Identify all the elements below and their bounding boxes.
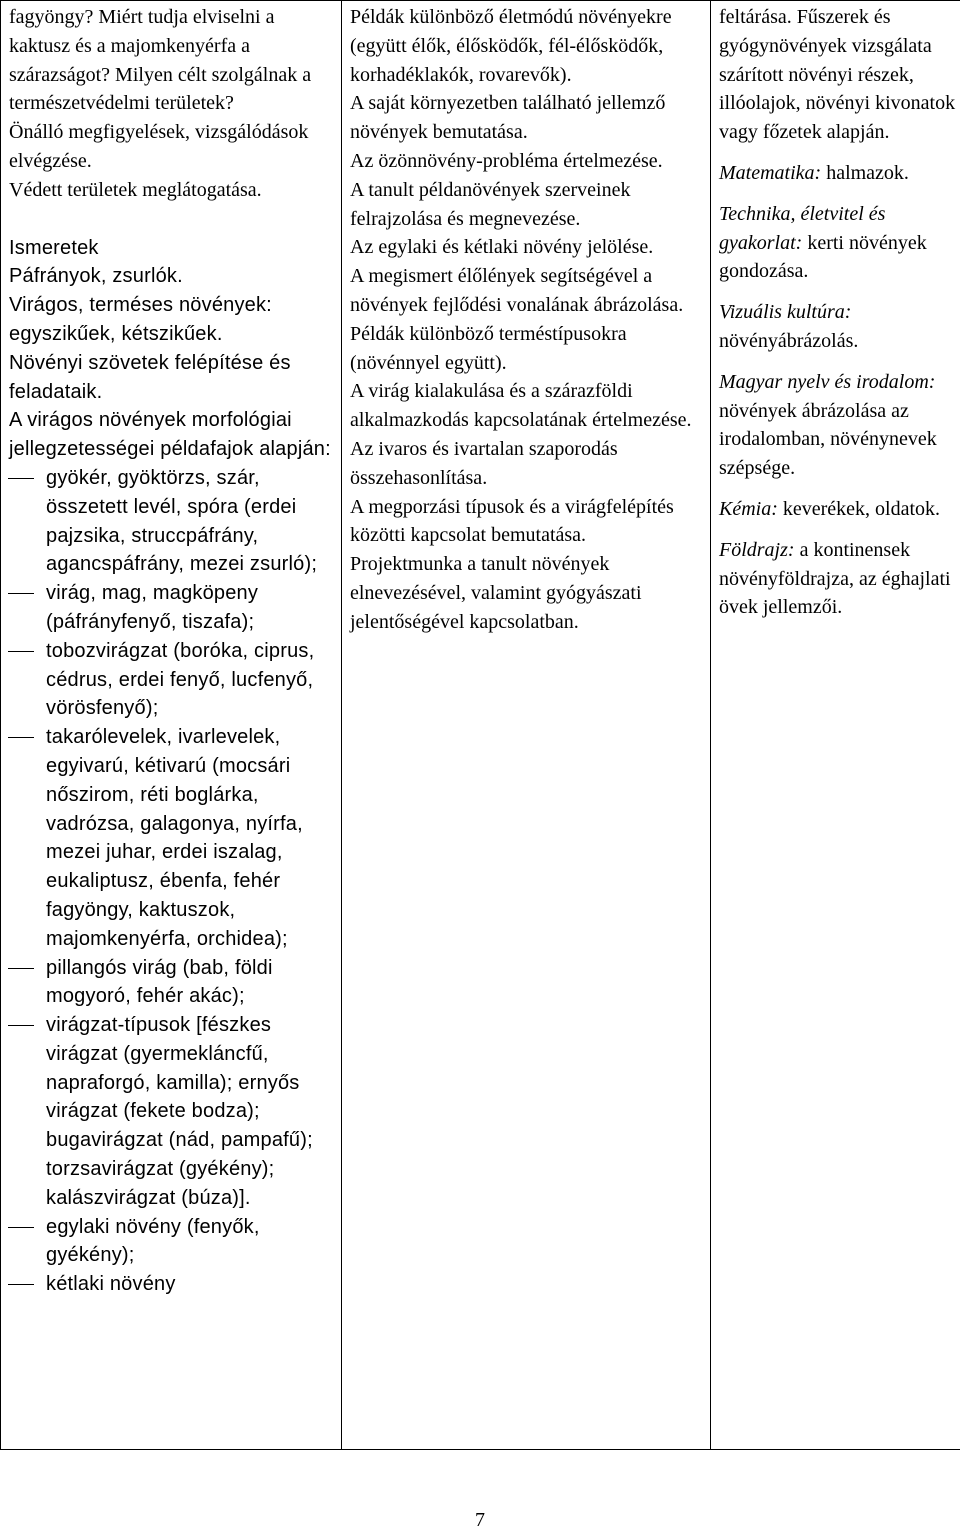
morphology-list — [9, 464, 337, 1299]
activity-item: Példák különböző életmódú növényekre (együtt élők, élősködők, fél-élősködők, korhadéklakók, rovarevők). — [350, 6, 672, 86]
list-item — [9, 579, 337, 637]
knowledge-heading: Ismeretek — [9, 236, 99, 259]
list-item-text: virágzat-típusok [fészkes virágzat (gyermekláncfű, napraforgó, kamilla); ernyős virágzat (fekete bodza); bugavirágzat (nád, pampafű); torzsavirágzat (gyékény); kalászvirágzat (búza)]. — [46, 1014, 313, 1209]
page-number: 7 — [475, 1509, 485, 1531]
activity-item: Az ivaros és ivartalan szaporodás összehasonlítása. — [350, 437, 618, 489]
dash-bullet-icon — [8, 478, 34, 479]
list-item-text: pillangós virág (bab, földi mogyoró, fehér akác); — [46, 956, 273, 1008]
subject-detail: növényábrázolás. — [719, 329, 859, 352]
self-observation-text: Önálló megfigyelések, vizsgálódások elvégzése. — [9, 121, 309, 172]
subject-detail: a kontinensek növényföldrajza, az éghajlati övek jellemzői. — [719, 538, 951, 619]
knowledge-item: Virágos, terméses növények: egyszikűek, kétszikűek. — [9, 294, 272, 345]
activity-item: A megismert élőlények segítségével a növények fejlődési vonalának ábrázolása. — [350, 265, 684, 316]
list-item — [9, 954, 337, 1012]
list-item — [9, 637, 337, 723]
spacer — [9, 205, 337, 234]
subject-name: Technika, életvitel és gyakorlat: — [719, 202, 886, 254]
list-item — [9, 1011, 337, 1213]
subject-name: Magyar nyelv és irodalom: — [719, 370, 936, 393]
dash-bullet-icon — [8, 593, 34, 594]
content-column — [1, 1, 342, 1450]
subject-link-chemistry — [719, 495, 956, 524]
list-item-text: egylaki növény (fenyők, gyékény); — [46, 1215, 260, 1267]
table-row — [1, 1, 960, 1450]
subject-link-geography — [719, 536, 956, 622]
knowledge-item: A virágos növények morfológiai jellegzetességei példafajok alapján: — [9, 409, 331, 461]
list-item-text: virág, mag, magköpeny (páfrányfenyő, tiszafa); — [46, 582, 259, 633]
activity-item: A saját környezetben található jellemző növények bemutatása. — [350, 92, 666, 144]
list-item-text: gyökér, gyöktörzs, szár, összetett levél, spóra (erdei pajzsika, struccpáfrány, agancspáfrány, mezei zsurló); — [46, 466, 318, 576]
activity-item: Projektmunka a tanult növények elnevezésével, valamint gyógyászati jelentőségével kapcsolatban. — [350, 553, 642, 633]
connections-column — [711, 1, 960, 1450]
list-item — [9, 1270, 337, 1299]
subject-name: Kémia: — [719, 497, 778, 520]
activity-item: Az egylaki és kétlaki növény jelölése. — [350, 236, 654, 259]
dash-bullet-icon — [8, 968, 34, 969]
dash-bullet-icon — [8, 651, 34, 652]
subject-detail: halmazok. — [821, 161, 909, 184]
activity-item: A virág kialakulása és a szárazföldi alkalmazkodás kapcsolatának értelmezése. — [350, 380, 692, 432]
subject-name: Vizuális kultúra: — [719, 301, 852, 324]
subject-detail: kerti növények gondozása. — [719, 231, 927, 283]
activity-item: A tanult példanövények szerveinek felrajzolása és megnevezése. — [350, 178, 631, 230]
dash-bullet-icon — [8, 1025, 34, 1026]
subject-link-math — [719, 159, 956, 188]
activity-item: A megporzási típusok és a virágfelépítés közötti kapcsolat bemutatása. — [350, 495, 674, 547]
spice-herb-text: feltárása. Fűszerek és gyógynövények vizsgálata szárított növényi részek, illóolajok, növényi kivonatok vagy főzetek alapján. — [719, 6, 956, 144]
list-item-text: takarólevelek, ivarlevelek, egyivarú, kétivarú (mocsári nőszirom, réti boglárka, vadrózsa, galagonya, nyírfa, mezei juhar, erdei iszalag, eukaliptusz, ébenfa, fehér fagyöngy, kaktuszok, majomkenyérfa, orchidea); — [46, 726, 303, 950]
activity-item: Példák különböző terméstípusokra (növénnyel együtt). — [350, 322, 627, 374]
activity-item: Az özönnövény-probléma értelmezése. — [350, 149, 663, 172]
list-item-text: kétlaki növény — [46, 1273, 176, 1296]
activities-column — [342, 1, 711, 1450]
list-item-text: tobozvirágzat (boróka, ciprus, cédrus, erdei fenyő, lucfenyő, vörösfenyő); — [46, 639, 315, 720]
dash-bullet-icon — [8, 737, 34, 738]
subject-link-technology — [719, 200, 956, 286]
subject-name: Matematika: — [719, 161, 822, 184]
list-item — [9, 464, 337, 579]
intro-text: fagyöngy? Miért tudja elviselni a kaktusz és a majomkenyérfa a szárazságot? Milyen célt szolgálnak a természetvédelmi területek? — [9, 6, 312, 115]
subject-link-literature — [719, 368, 956, 483]
list-item — [9, 723, 337, 953]
subject-detail: keverékek, oldatok. — [777, 497, 941, 520]
knowledge-item: Páfrányok, zsurlók. — [9, 265, 183, 288]
protected-areas-text: Védett területek meglátogatása. — [9, 178, 262, 201]
dash-bullet-icon — [8, 1227, 34, 1228]
dash-bullet-icon — [8, 1284, 34, 1285]
list-item — [9, 1213, 337, 1271]
subject-link-visual-culture — [719, 298, 956, 356]
subject-name: Földrajz: — [719, 538, 795, 561]
knowledge-section — [9, 234, 337, 1299]
subject-detail: növények ábrázolása az irodalomban, növénynevek szépsége. — [719, 399, 937, 480]
knowledge-item: Növényi szövetek felépítése és feladataik. — [9, 351, 291, 403]
